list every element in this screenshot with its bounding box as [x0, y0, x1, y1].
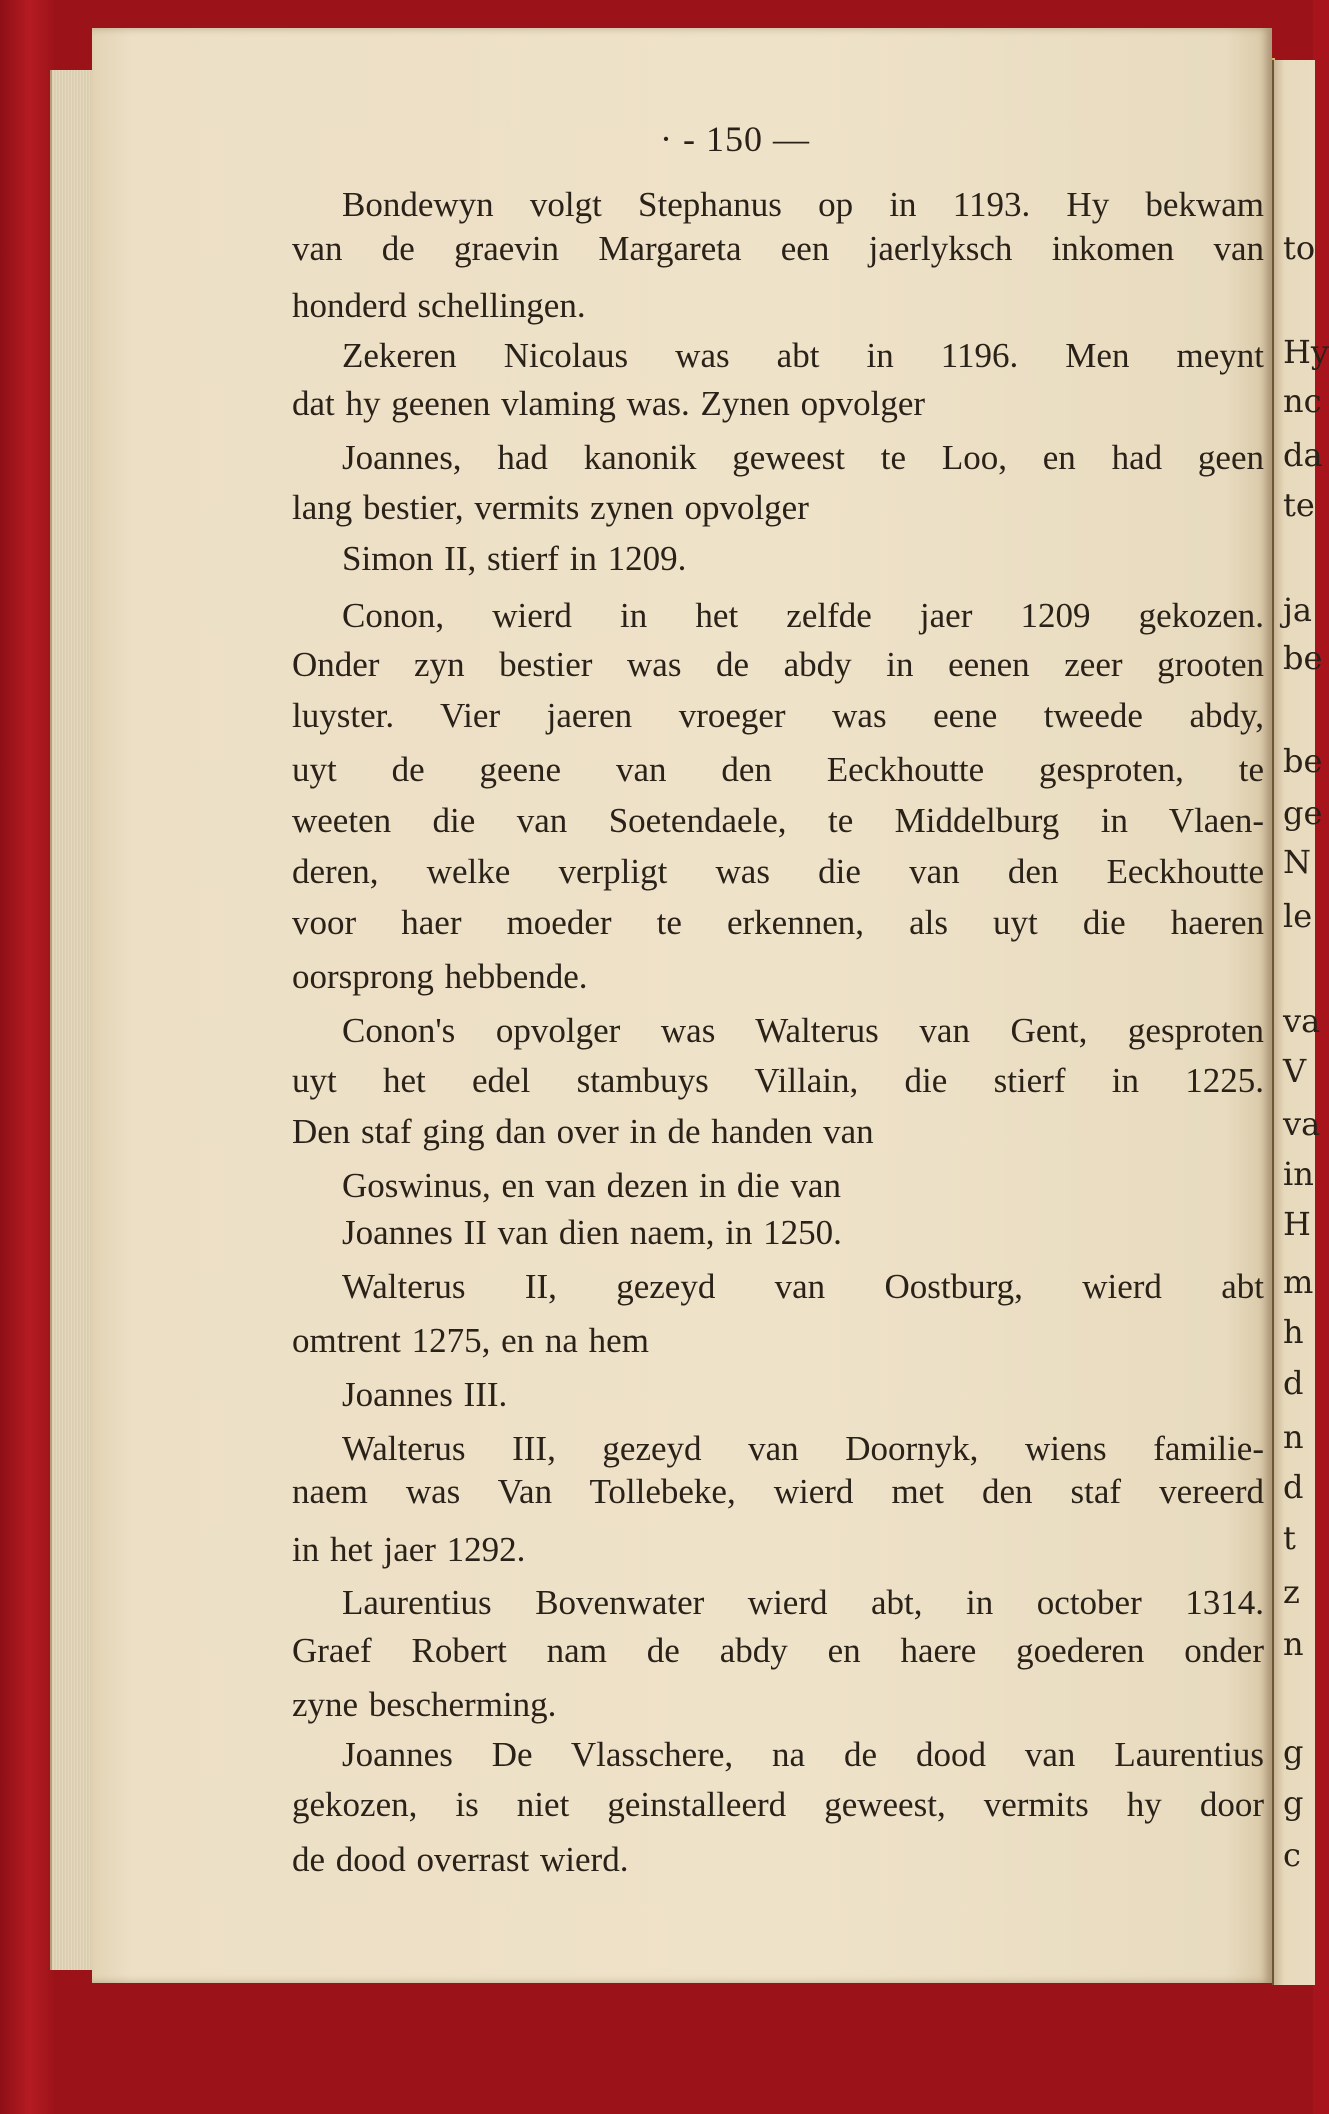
facing-page-fragment: to	[1283, 229, 1316, 267]
facing-page-fragment: in	[1283, 1155, 1314, 1193]
text-line: Zekeren Nicolaus was abt in 1196. Men meynt	[342, 336, 1264, 375]
text-line: luyster. Vier jaeren vroeger was eene tweede abdy,	[292, 696, 1264, 735]
text-line: Bondewyn volgt Stephanus op in 1193. Hy bekwam	[342, 185, 1264, 224]
facing-page-fragment: be	[1283, 639, 1323, 677]
text-line: uyt de geene van den Eeckhoutte gesproten, te	[292, 750, 1264, 789]
facing-page-fragment: Hy	[1283, 333, 1329, 371]
text-line: Joannes II van dien naem, in 1250.	[342, 1213, 842, 1252]
text-line: Walterus III, gezeyd van Doornyk, wiens familie-	[342, 1429, 1264, 1468]
text-line: zyne bescherming.	[292, 1685, 557, 1724]
facing-page-fragment: c	[1283, 1836, 1301, 1874]
text-line: honderd schellingen.	[292, 286, 586, 325]
facing-page-fragment: N	[1283, 843, 1311, 881]
facing-page-fragment: va	[1283, 1105, 1321, 1143]
text-line: uyt het edel stambuys Villain, die stierf in 1225.	[292, 1061, 1264, 1100]
text-line: Walterus II, gezeyd van Oostburg, wierd abt	[342, 1267, 1264, 1306]
text-line: Joannes III.	[342, 1375, 508, 1414]
text-line: van de graevin Margareta een jaerlyksch inkomen van	[292, 229, 1264, 268]
text-line: omtrent 1275, en na hem	[292, 1321, 649, 1360]
text-line: gekozen, is niet geinstalleerd geweest, vermits hy door	[292, 1785, 1264, 1824]
facing-page-fragment: H	[1283, 1205, 1311, 1243]
text-line: in het jaer 1292.	[292, 1530, 526, 1569]
text-line: oorsprong hebbende.	[292, 957, 588, 996]
facing-page-fragment: V	[1283, 1052, 1307, 1090]
text-line: deren, welke verpligt was die van den Eeckhoutte	[292, 852, 1264, 891]
facing-page-fragment: ja	[1283, 591, 1312, 629]
text-line: Goswinus, en van dezen in die van	[342, 1166, 841, 1205]
facing-page-fragment: m	[1283, 1263, 1314, 1301]
facing-page-fragment: d	[1283, 1364, 1304, 1402]
text-line: Conon, wierd in het zelfde jaer 1209 gekozen.	[342, 596, 1264, 635]
text-line: Joannes, had kanonik geweest te Loo, en had geen	[342, 438, 1264, 477]
text-line: voor haer moeder te erkennen, als uyt die haeren	[292, 903, 1264, 942]
facing-page-fragment: n	[1283, 1625, 1304, 1663]
facing-page-fragment: ge	[1283, 794, 1323, 832]
facing-page-fragment: le	[1283, 897, 1313, 935]
facing-page-fragment: da	[1283, 436, 1323, 474]
text-line: naem was Van Tollebeke, wierd met den staf vereerd	[292, 1472, 1264, 1511]
text-line: de dood overrast wierd.	[292, 1840, 629, 1879]
facing-page-fragment: te	[1283, 486, 1315, 524]
text-line: Onder zyn bestier was de abdy in eenen zeer grooten	[292, 645, 1264, 684]
text-line: Joannes De Vlasschere, na de dood van Laurentius	[342, 1735, 1264, 1774]
page-number: · - 150 —	[660, 119, 810, 159]
facing-page-fragment: h	[1283, 1313, 1304, 1351]
facing-page-fragment: g	[1283, 1784, 1304, 1822]
facing-page-fragment: z	[1283, 1573, 1300, 1611]
text-line: Graef Robert nam de abdy en haere goederen onder	[292, 1631, 1264, 1670]
text-line: Conon's opvolger was Walterus van Gent, gesproten	[342, 1011, 1264, 1050]
facing-page-fragment: va	[1283, 1002, 1321, 1040]
text-line: lang bestier, vermits zynen opvolger	[292, 488, 809, 527]
text-line: Laurentius Bovenwater wierd abt, in october 1314.	[342, 1583, 1264, 1622]
text-line: dat hy geenen vlaming was. Zynen opvolger	[292, 384, 926, 423]
text-line: weeten die van Soetendaele, te Middelburg in Vlaen-	[292, 801, 1264, 840]
text-line: Den staf ging dan over in de handen van	[292, 1112, 874, 1151]
page-stack-edges	[50, 70, 97, 1970]
text-line: Simon II, stierf in 1209.	[342, 539, 687, 578]
facing-page-fragment: g	[1283, 1733, 1304, 1771]
facing-page-fragment: nc	[1283, 382, 1322, 420]
facing-page-fragment: be	[1283, 742, 1323, 780]
facing-page-fragment: d	[1283, 1468, 1304, 1506]
facing-page-fragment: n	[1283, 1418, 1304, 1456]
facing-page-fragment: t	[1283, 1519, 1296, 1557]
